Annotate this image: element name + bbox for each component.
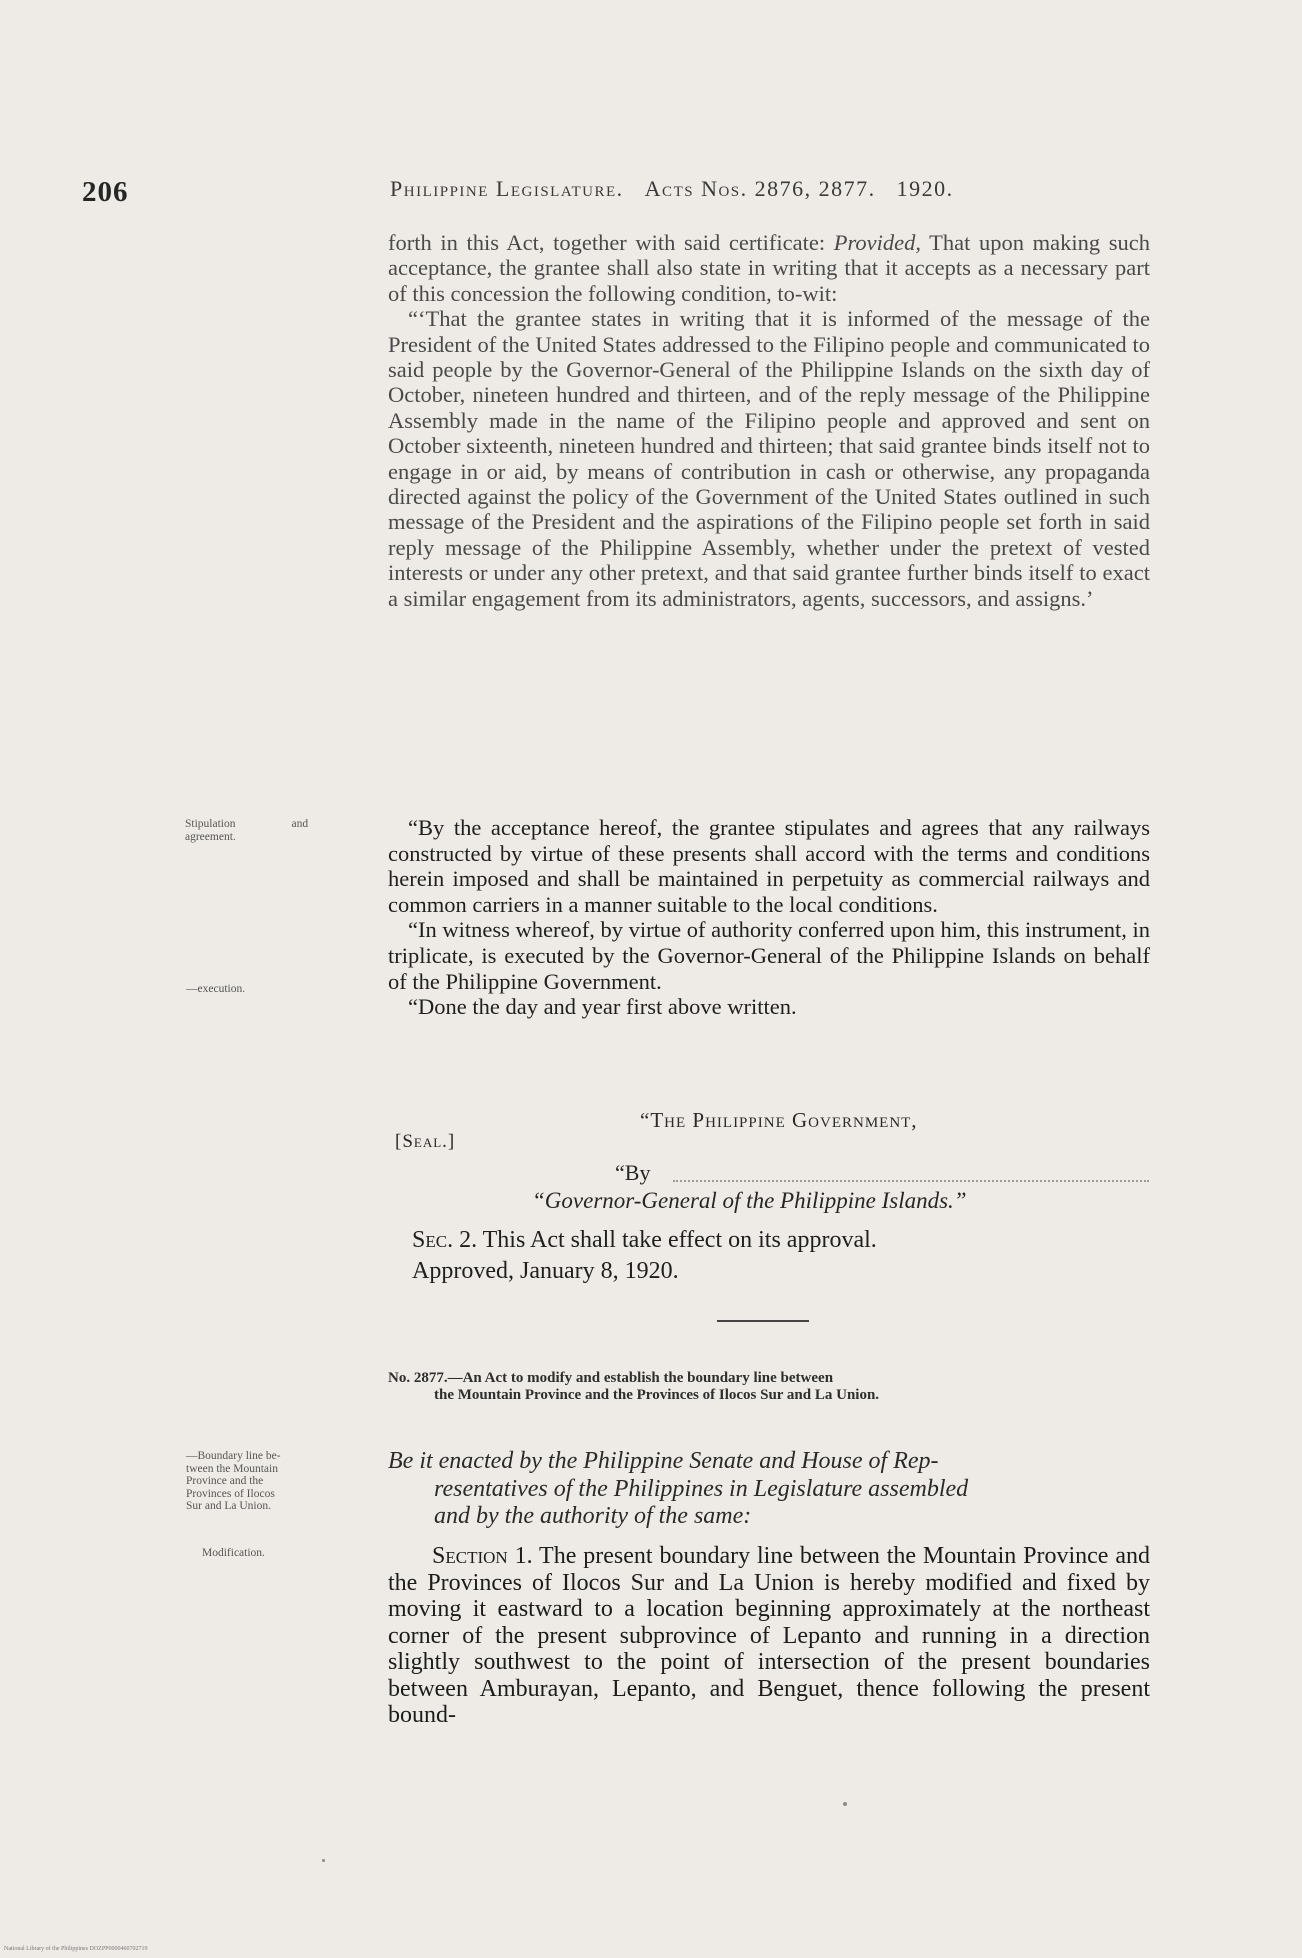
enacting-clause-line3: and by the authority of the same: — [434, 1503, 752, 1529]
margin-note-boundary-line2: tween the Mountain — [186, 1462, 278, 1475]
margin-note-boundary-line3: Province and the — [186, 1475, 264, 1487]
enacting-clause-line2: resentatives of the Philippines in Legislature assembled — [434, 1475, 969, 1502]
enacting-clause-line1: Be it enacted by the Philippine Senate and House of Rep- — [388, 1448, 939, 1474]
proviso-text-b: That upon making such acceptance, the grantee shall also state in writing that it accepts as a necessary part of this concession the following condition, to-wit: — [388, 230, 1150, 306]
margin-note-stipulation — [185, 818, 308, 843]
signature-dotted-line — [673, 1180, 1149, 1182]
paragraph-proviso — [388, 230, 1150, 306]
signature-by: “By — [615, 1160, 651, 1185]
section-1-body: The present boundary line between the Mountain Province and the Provinces of Ilocos Sur and La Union is hereby modified and fixed by moving it eastward to a location beginning approximately at the northeast corner of the present subprovince of Lepanto and running in a direction slightly southwest to the point of intersection of the present boundaries between Amburayan, Lepanto, and Benguet, thence following the present bound- — [388, 1543, 1151, 1728]
margin-note-boundary-line1: —Boundary line be- — [186, 1450, 281, 1462]
paper-speck — [843, 1802, 847, 1806]
proviso-text-a: forth in this Act, together with said certificate: — [388, 230, 834, 255]
section-2-block — [412, 1225, 877, 1287]
act-2877-title-line2: the Mountain Province and the Provinces of Ilocos Sur and La Union. — [434, 1387, 880, 1403]
signature-government: “The Philippine Government, — [640, 1108, 918, 1132]
act-2877-title — [388, 1370, 1150, 1404]
margin-note-boundary-line4: Provinces of Ilocos — [186, 1487, 275, 1500]
stipulation-text-block — [388, 815, 1150, 1020]
enacting-clause — [388, 1448, 1150, 1531]
paragraph-witness: “In witness whereof, by virtue of authority conferred upon him, this instrument, in triplicate, is executed by the Governor-General of the Philippine Islands on behalf of the Philippine Government. — [388, 917, 1150, 994]
section-2-body: This Act shall take effect on its approval. — [477, 1227, 877, 1253]
margin-note-modification: Modification. — [202, 1547, 265, 1559]
section-2-label: Sec. 2. — [412, 1227, 478, 1253]
section-2-text — [412, 1225, 877, 1256]
margin-note-stipulation-line1: Stipulation — [185, 818, 236, 830]
running-head-legislature: Philippine Legislature. — [390, 176, 624, 201]
approved-line: Approved, January 8, 1920. — [412, 1258, 679, 1284]
act-2877-title-line1: No. 2877.—An Act to modify and establish the boundary line between — [388, 1370, 834, 1386]
paragraph-grantee-statement: “‘That the grantee states in writing that it is informed of the message of the President of the United States addressed to the Filipino people and communicated to said people by the Governor-General of the Philippine Islands on the sixth day of October, nineteen hundred and thirteen, and of the reply message of the Philippine Assembly made in the name of the Filipino people and approved and sent on October sixteenth, nineteen hundred and thirteen; that said grantee binds itself not to engage in or aid, by means of contribution in cash or otherwise, any propaganda directed against the policy of the Government of the United States outlined in such message of the President and the aspirations of the Filipino people set forth in said reply message of the Philippine Assembly, whether under the pretext of vested interests or under any other pretext, and that said grantee further binds itself to exact a similar engagement from its administrators, agents, successors, and assigns.’ — [388, 306, 1150, 611]
margin-note-boundary-line5: Sur and La Union. — [186, 1500, 271, 1512]
paper-speck — [322, 1859, 325, 1862]
continued-text-block — [388, 230, 1150, 611]
paragraph-done: “Done the day and year first above written. — [408, 994, 797, 1020]
margin-note-stipulation-line2: agreement. — [185, 830, 236, 843]
section-1-block — [388, 1543, 1150, 1729]
margin-note-stipulation-and: and — [291, 818, 309, 830]
paragraph-acceptance: “By the acceptance hereof, the grantee stipulates and agrees that any railways constructed by virtue of these presents shall accord with the terms and conditions herein imposed and shall be maintained in perpetuity as commercial railways and common carriers in a manner suitable to the local conditions. — [388, 815, 1150, 917]
section-divider — [717, 1320, 809, 1322]
seal-mark: [Seal.] — [395, 1131, 456, 1152]
running-head-acts: Acts Nos. 2876, 2877. — [644, 176, 876, 201]
page-number: 206 — [82, 176, 129, 208]
margin-note-boundary — [186, 1450, 378, 1513]
section-1-paragraph — [388, 1543, 1150, 1729]
signature-title: “Governor-General of the Philippine Islands.” — [532, 1188, 967, 1213]
running-head-year: 1920. — [896, 176, 954, 201]
section-1-label: Section 1. — [432, 1543, 533, 1569]
scan-footer: National Library of the Philippines DOZPP0000460702719 — [4, 1946, 148, 1952]
running-head — [390, 176, 954, 202]
provided-word: Provided, — [833, 230, 921, 255]
margin-note-execution: —execution. — [186, 983, 246, 995]
